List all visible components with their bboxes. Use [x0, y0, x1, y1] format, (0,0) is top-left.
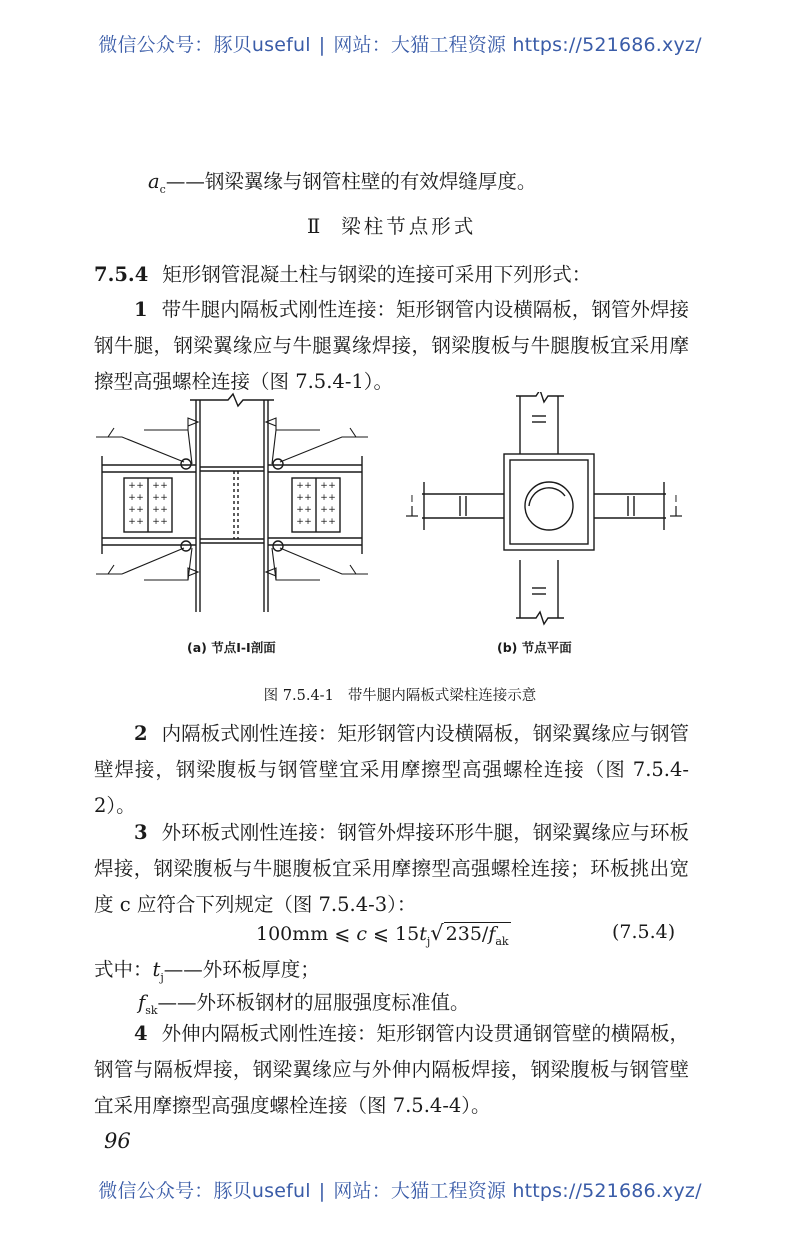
svg-text:+: +: [136, 517, 144, 527]
clause-line: [94, 265, 591, 285]
svg-text:+: +: [128, 517, 136, 527]
svg-text:+: +: [320, 481, 328, 491]
svg-text:+: +: [304, 493, 312, 503]
svg-text:+: +: [304, 481, 312, 491]
item-3-number: 3: [134, 821, 148, 844]
eq-t-sub: j: [426, 934, 431, 948]
svg-text:+: +: [160, 505, 168, 515]
where-f-sub: sk: [145, 1003, 158, 1017]
svg-text:+: +: [128, 481, 136, 491]
section-mark-left: Ⅰ: [410, 494, 414, 505]
svg-text:+: +: [160, 517, 168, 527]
svg-text:+: +: [328, 505, 336, 515]
svg-text:+: +: [128, 505, 136, 515]
svg-text:+: +: [152, 493, 160, 503]
section-markers-b: [406, 506, 682, 516]
watermark-separator: |: [318, 34, 326, 56]
svg-text:+: +: [328, 517, 336, 527]
svg-text:+: +: [152, 481, 160, 491]
watermark-site-bottom: 网站：大猫工程资源 https://521686.xyz/: [333, 1180, 702, 1202]
svg-text:+: +: [136, 481, 144, 491]
where-t-text: ——外环板厚度；: [163, 958, 320, 981]
where-t-symbol: t: [152, 958, 161, 981]
svg-text:+: +: [128, 493, 136, 503]
where-f-symbol: f: [138, 991, 146, 1014]
figure-7-5-4-1: [88, 392, 700, 632]
left-beam-a: [102, 456, 196, 554]
svg-text:+: +: [160, 481, 168, 491]
eq-radicand: 235: [445, 923, 482, 945]
where-f-text: ——外环板钢材的屈服强度标准值。: [157, 991, 470, 1014]
item-1-number: 1: [134, 298, 148, 321]
svg-text:+: +: [160, 493, 168, 503]
where-t-sub: j: [160, 970, 164, 984]
figure-label: 图 7.5.4-1: [263, 688, 334, 704]
right-beam-a: [268, 456, 362, 554]
watermark-wechat: 微信公众号：豚贝useful: [98, 34, 311, 56]
svg-text:+: +: [328, 493, 336, 503]
caption-a: (a) 节点Ⅰ-Ⅰ剖面: [187, 640, 276, 655]
eq-var: c: [356, 923, 367, 945]
eq-coef: 15: [395, 923, 420, 945]
column-plan-b: [422, 392, 666, 624]
definition-line: [148, 172, 536, 195]
eq-leq-2: ⩽: [373, 923, 389, 945]
page-number: 96: [104, 1129, 131, 1153]
item-3-text: 外环板式刚性连接：钢管外焊接环形牛腿，钢梁翼缘应与环板焊接，钢梁腹板与牛腿腹板宜采用摩擦型高强螺栓连接；环板挑出宽度 c 应符合下列规定（图 7.5.4-3）：: [94, 821, 689, 916]
equation-7-5-4: 100mm ⩽ c ⩽ $15t_j√$ $235/f_{ak}$: [256, 921, 509, 948]
svg-text:+: +: [296, 505, 304, 515]
svg-text:+: +: [304, 505, 312, 515]
watermark-wechat-bottom: 微信公众号：豚贝useful: [98, 1180, 311, 1202]
eq-f: f: [488, 923, 496, 945]
svg-text:+: +: [296, 481, 304, 491]
item-4-text: 外伸内隔板式刚性连接：矩形钢管内设贯通钢管壁的横隔板，钢管与隔板焊接，钢梁翼缘应与外伸内隔板焊接，钢梁腹板与钢管壁宜采用摩擦型高强度螺栓连接（图 7.5.4-4）。: [94, 1022, 689, 1117]
item-2-text: 内隔板式刚性连接：矩形钢管内设横隔板，钢梁翼缘应与钢管壁焊接，钢梁腹板与钢管壁宜采用摩擦型高强螺栓连接（图 7.5.4-2）。: [94, 722, 689, 817]
svg-text:+: +: [136, 493, 144, 503]
watermark-top: [0, 30, 800, 57]
watermark-separator-bottom: |: [318, 1180, 326, 1202]
equation-number: (7.5.4): [612, 921, 676, 943]
item-1-text: 带牛腿内隔板式刚性连接：矩形钢管内设横隔板，钢管外焊接钢牛腿，钢梁翼缘应与牛腿翼缘焊接，钢梁腹板与牛腿腹板宜采用摩擦型高强螺栓连接（图 7.5.4-1）。: [94, 298, 689, 393]
svg-text:+: +: [296, 517, 304, 527]
where-line-t: [94, 960, 320, 983]
item-1: [94, 292, 689, 400]
clause-number: 7.5.4: [94, 263, 149, 286]
eq-f-sub: ak: [495, 934, 509, 948]
where-intro: 式中：: [94, 958, 153, 981]
svg-text:+: +: [320, 493, 328, 503]
eq-lower: 100mm: [256, 923, 329, 945]
definition-text: ——钢梁翼缘与钢管柱壁的有效焊缝厚度。: [165, 170, 537, 193]
figure-title-text: 带牛腿内隔板式梁柱连接示意: [347, 688, 537, 704]
clause-text: 矩形钢管混凝土柱与钢梁的连接可采用下列形式：: [162, 263, 592, 286]
svg-text:+: +: [136, 505, 144, 515]
watermark-site: 网站：大猫工程资源 https://521686.xyz/: [333, 34, 702, 56]
section-title: 梁柱节点形式: [341, 215, 477, 238]
item-2: [94, 716, 689, 824]
eq-t: t: [419, 923, 427, 945]
section-roman: Ⅱ: [307, 215, 324, 238]
where-line-f: [138, 993, 470, 1016]
column-section-a: [190, 394, 274, 612]
figure-title: [0, 684, 800, 705]
item-3: [94, 815, 689, 923]
svg-text:+: +: [304, 517, 312, 527]
section-heading: [307, 217, 476, 237]
eq-slash: /: [481, 923, 489, 945]
svg-text:+: +: [320, 517, 328, 527]
item-4-number: 4: [134, 1022, 148, 1045]
definition-symbol: a: [148, 170, 160, 193]
item-2-number: 2: [134, 722, 148, 745]
svg-text:+: +: [320, 505, 328, 515]
svg-text:+: +: [152, 517, 160, 527]
definition-subscript: c: [159, 182, 166, 196]
svg-text:+: +: [328, 481, 336, 491]
svg-text:+: +: [152, 505, 160, 515]
section-mark-right: Ⅰ: [674, 494, 678, 505]
eq-leq-1: ⩽: [334, 923, 351, 945]
bolt-marks-a: [128, 481, 336, 527]
watermark-bottom: [0, 1176, 800, 1203]
svg-text:+: +: [296, 493, 304, 503]
item-4: [94, 1016, 689, 1124]
caption-b: (b) 节点平面: [497, 640, 572, 655]
